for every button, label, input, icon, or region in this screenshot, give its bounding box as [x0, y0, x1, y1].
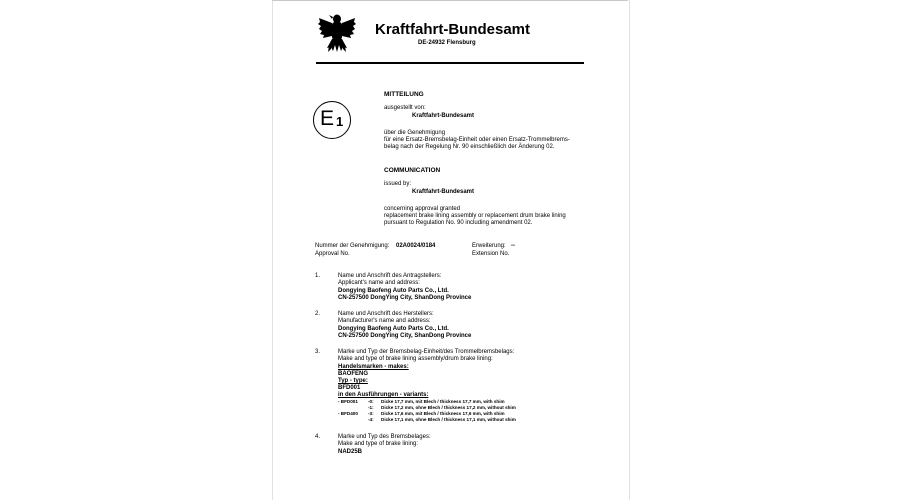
item-3-label-de: Marke und Typ der Bremsbelag-Einheit/des Trommelbremsbelags:: [338, 349, 515, 355]
brake-lining-value: NAD25B: [338, 449, 363, 455]
item-4-label-de: Marke und Typ des Bremsbelages:: [338, 434, 431, 440]
notice-en-line: concerning approval granted: [384, 206, 461, 212]
page-top-edge: [272, 0, 628, 1]
item-4-label-en: Make and type of brake lining:: [338, 441, 419, 447]
document-page: [272, 0, 630, 500]
approval-label-de: Nummer der Genehmigung:: [315, 243, 390, 249]
extension-value: --: [511, 243, 515, 249]
item-3-number: 3.: [315, 349, 321, 355]
item-1-label-en: Applicant's name and address:: [338, 280, 420, 286]
authority-address: DE-24932 Flensburg: [418, 40, 476, 46]
variant-group: - BFD001: [338, 399, 358, 404]
variant-code: -3:: [368, 411, 374, 416]
notice-de-title: MITTEILUNG: [384, 91, 424, 98]
manufacturer-address: CN-257500 DongYing City, ShanDong Province: [338, 333, 472, 339]
notice-de-issuer: Kraftfahrt-Bundesamt: [412, 113, 475, 119]
type-label: Typ - type:: [338, 378, 368, 384]
e-mark-number: 1: [336, 114, 344, 129]
notice-de-line: belag nach der Regelung Nr. 90 einschließlich der Änderung 02.: [384, 144, 555, 150]
makes-value: BAOFENG: [338, 371, 368, 377]
notice-en-title: COMMUNICATION: [384, 167, 441, 174]
item-2-number: 2.: [315, 311, 321, 317]
e-mark-letter: E: [320, 107, 335, 130]
extension-label-de: Erweiterung:: [472, 243, 506, 249]
notice-de-line: für eine Ersatz-Bremsbelag-Einheit oder einen Ersatz-Trommelbrems-: [384, 137, 570, 143]
variant-code: -4:: [368, 417, 374, 422]
header-rule: [316, 62, 584, 64]
item-1-number: 1.: [315, 273, 321, 279]
item-1-label-de: Name und Anschrift des Antragstellers:: [338, 273, 442, 279]
extension-label-en: Extension No.: [472, 251, 510, 257]
manufacturer-name: Dongying Baofeng Auto Parts Co., Ltd.: [338, 326, 449, 332]
notice-en-line: replacement brake lining assembly or replacement drum brake lining: [384, 213, 566, 219]
e-mark-seal: [313, 101, 351, 139]
item-2-label-de: Name und Anschrift des Herstellers:: [338, 311, 434, 317]
variant-code: -1:: [368, 405, 374, 410]
authority-name: Kraftfahrt-Bundesamt: [375, 21, 531, 38]
federal-eagle-icon: [318, 12, 356, 54]
notice-en-line: pursuant to Regulation No. 90 including amendment 02.: [384, 220, 533, 226]
variant-group: - BFD400: [338, 411, 358, 416]
applicant-name: Dongying Baofeng Auto Parts Co., Ltd.: [338, 288, 449, 294]
variant-desc: Dicke 17,6 mm, mit Blech / thickness 17,6 mm, with shim: [381, 411, 505, 416]
item-4-number: 4.: [315, 434, 321, 440]
variant-desc: Dicke 17,7 mm, mit Blech / thickness 17,7 mm, with shim: [381, 399, 505, 404]
approval-number: 02A0024/0184: [396, 243, 436, 249]
item-2-label-en: Manufacturer's name and address:: [338, 318, 431, 324]
makes-label: Handelsmarken - makes:: [338, 364, 409, 370]
applicant-address: CN-257500 DongYing City, ShanDong Province: [338, 295, 472, 301]
notice-en-issuer: Kraftfahrt-Bundesamt: [412, 189, 475, 195]
variant-code: -0:: [368, 399, 374, 404]
approval-label-en: Approval No.: [315, 251, 350, 257]
variant-desc: Dicke 17,1 mm, ohne Blech / thickness 17,1 mm, without shim: [381, 417, 516, 422]
variants-label: in den Ausführungen - variants:: [338, 392, 429, 398]
type-value: BFD001: [338, 385, 361, 391]
notice-de-line: über die Genehmigung: [384, 130, 446, 136]
variant-desc: Dicke 17,2 mm, ohne Blech / thickness 17,2 mm, without shim: [381, 405, 516, 410]
item-3-label-en: Make and type of brake lining assembly/drum brake lining:: [338, 356, 493, 362]
notice-de-issued-label: ausgestellt von:: [384, 105, 426, 111]
notice-en-issued-label: issued by:: [384, 181, 412, 187]
